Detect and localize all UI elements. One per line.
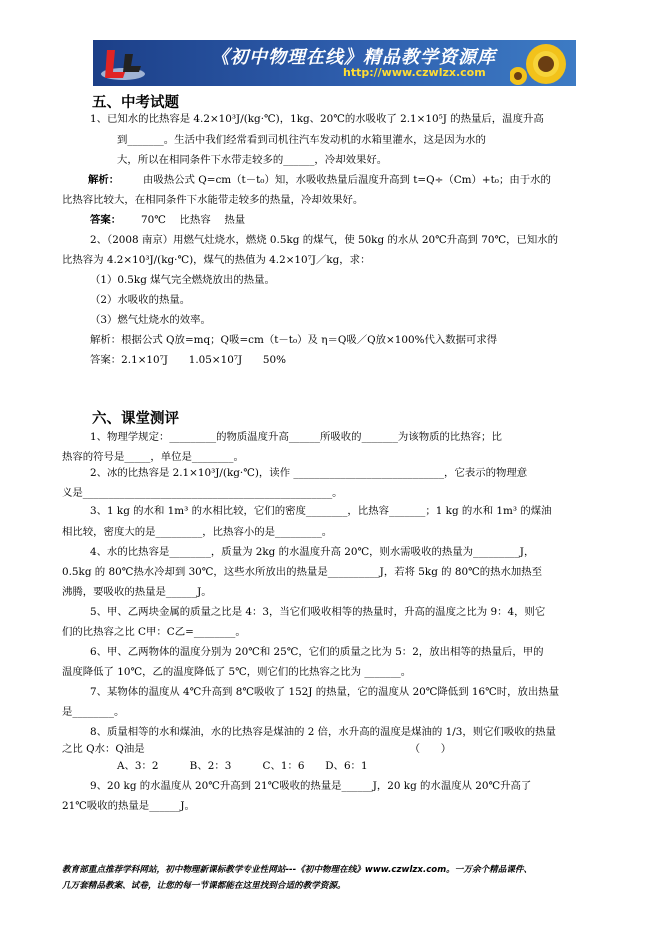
footer-line: 教育部重点推荐学科网站，初中物理新课标教学专业性网站---《初中物理在线》www.czwlzx.com。一万余个精品课件、 — [62, 865, 533, 875]
test-line: 2、冰的比热容是 2.1×10³J/(kg·℃)，读作 _____________________________，它表示的物理意 — [90, 467, 528, 479]
test-line: 5、甲、乙两块金属的质量之比是 4：3，当它们吸收相等的热量时，升高的温度之比为 9：4，则它 — [90, 606, 546, 618]
analysis-text: 比热容比较大，在相同条件下水能带走较多的热量，冷却效果好。 — [62, 194, 364, 206]
site-banner — [93, 40, 576, 86]
section-heading-class-test: 六、课堂测评 — [92, 411, 179, 427]
test-line: 温度降低了 10℃，乙的温度降低了 5℃，则它们的比热容之比为 _______。 — [62, 666, 412, 678]
exam-q2-line: （3）燃气灶烧水的效率。 — [90, 314, 211, 326]
exam-q2-line: （1）0.5kg 煤气完全燃烧放出的热量。 — [90, 274, 275, 286]
test-options: A、3：2 B、2：3 C、1：6 D、6：1 — [117, 760, 368, 772]
sunflower-icon — [510, 42, 572, 86]
answer-label: 答案： — [90, 214, 122, 226]
exam-q2-analysis: 解析：根据公式 Q放=mq；Q吸=cm（t－t₀）及 η＝Q吸／Q放×100%代入数据可求得 — [90, 334, 498, 346]
exam-q1-line: 大，所以在相同条件下水带走较多的______，冷却效果好。 — [117, 154, 388, 166]
test-line: 3、1 kg 的水和 1m³ 的水相比较，它们的密度________，比热容_______；1 kg 的水和 1m³ 的煤油 — [90, 505, 552, 517]
test-line: 们的比热容之比 C甲：C乙=________。 — [62, 626, 246, 638]
test-line: 0.5kg 的 80℃热水冷却到 30℃，这些水所放出的热量是__________J，若将 5kg 的 80℃的热水加热至 — [62, 566, 543, 578]
test-line: 6、甲、乙两物体的温度分别为 20℃和 25℃，它们的质量之比为 5：2，放出相等的热量后，甲的 — [90, 646, 544, 658]
test-line: 21℃吸收的热量是______J。 — [62, 800, 195, 812]
exam-q2-line: 比热容为 4.2×10³J/(kg·℃)，煤气的热值为 4.2×10⁷J／kg，求： — [62, 254, 371, 266]
footer-line: 几万套精品教案、试卷，让您的每一节课都能在这里找到合适的教学资源。 — [62, 881, 346, 891]
banner-title: 《初中物理在线》精品教学资源库 — [211, 47, 496, 68]
test-line: 是________。 — [62, 706, 125, 718]
site-logo-icon — [99, 44, 147, 82]
test-line: 7、某物体的温度从 4℃升高到 8℃吸收了 152J 的热量，它的温度从 20℃降低到 16℃时，放出热量 — [90, 686, 560, 698]
section-heading-exam-questions: 五、中考试题 — [92, 95, 179, 111]
test-line: 8、质量相等的水和煤油，水的比热容是煤油的 2 倍，水升高的温度是煤油的 1/3，则它们吸收的热量 — [90, 726, 556, 738]
analysis-text: 由吸热公式 Q=cm（t－t₀）知，水吸收热量后温度升高到 t=Q÷（Cm）+t₀；由于水的 — [143, 174, 551, 186]
exam-q1-line: 1、已知水的比热容是 4.2×10³J/(kg·℃)，1kg、20℃的水吸收了 2.1×10⁵J 的热量后，温度升高 — [90, 113, 544, 125]
exam-q2-line: 2、（2008 南京）用燃气灶烧水，燃烧 0.5kg 的煤气，使 50kg 的水从 20℃升高到 70℃，已知水的 — [90, 234, 559, 246]
test-line: 之比 Q水：Q油是 （ ） — [62, 743, 452, 755]
answer-text: 70℃ 比热容 热量 — [141, 214, 246, 226]
exam-q2-answer: 答案：2.1×10⁷J 1.05×10⁷J 50% — [90, 354, 287, 366]
analysis-label: 解析： — [88, 174, 120, 186]
test-line: 热容的符号是_____，单位是________。 — [62, 451, 244, 463]
test-line: 9、20 kg 的水温度从 20℃升高到 21℃吸收的热量是______J，20 kg 的水温度从 20℃升高了 — [90, 780, 532, 792]
test-line: 4、水的比热容是________，质量为 2kg 的水温度升高 20℃，则水需吸收的热量为_________J， — [90, 546, 535, 558]
test-line: 1、物理学规定：_________的物质温度升高______所吸收的_______为该物质的比热容；比 — [90, 431, 502, 443]
banner-url: http://www.czwlzx.com — [343, 66, 486, 79]
exam-q1-line: 到_______。生活中我们经常看到司机往汽车发动机的水箱里灌水，这是因为水的 — [117, 134, 486, 146]
test-line: 义是________________________________________________。 — [62, 487, 343, 499]
exam-q2-line: （2）水吸收的热量。 — [90, 294, 191, 306]
test-line: 沸腾，要吸收的热量是______J。 — [62, 586, 212, 598]
test-line: 相比较，密度大的是_________，比热容小的是_________。 — [62, 526, 333, 538]
